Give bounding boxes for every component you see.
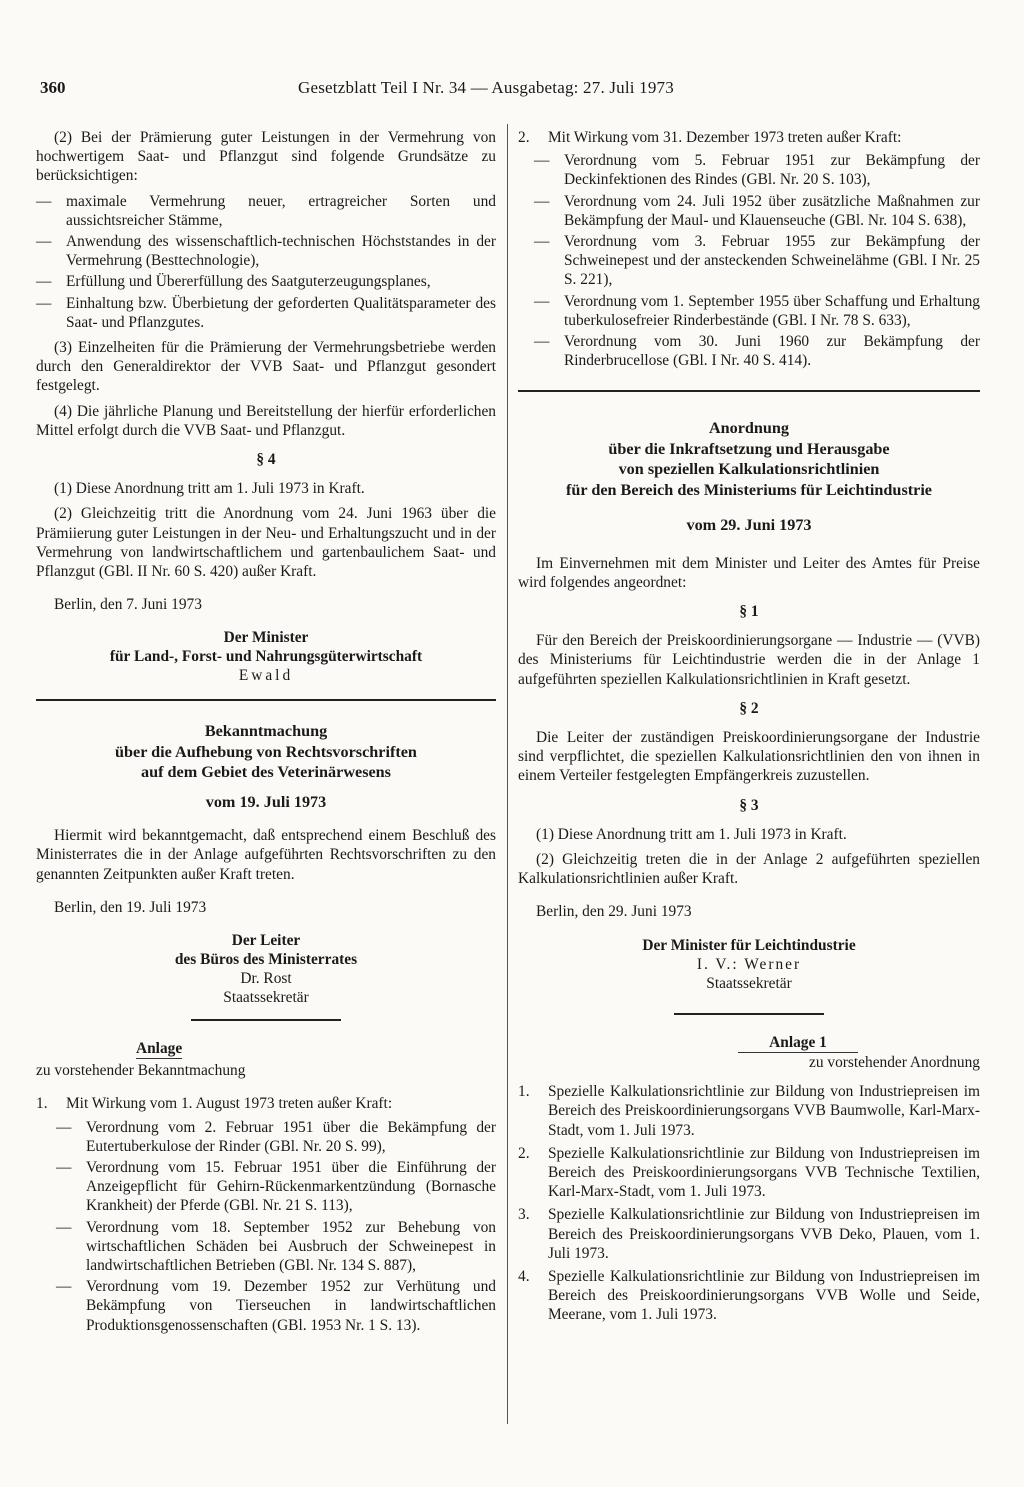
anlage-heading: [36, 1039, 496, 1080]
item-number: 1.: [518, 1083, 530, 1101]
column-divider: [507, 124, 508, 1424]
anordnung-title: [518, 418, 980, 500]
anlage-1-subtitle: zu vorstehender Anordnung: [809, 1053, 980, 1071]
section-3-paragraph-1: (1) Diese Anordnung tritt am 1. Juli 1973 in Kraft.: [536, 825, 847, 843]
criteria-item: — Einhaltung bzw. Überbietung der geforderten Qualitätsparameter des Saat- und Pflanzgutes.: [36, 294, 496, 332]
anlage-subtitle: zu vorstehender Bekanntmachung: [36, 1062, 246, 1080]
section-2-heading: § 2: [739, 699, 759, 717]
item-number: 2.: [518, 129, 530, 146]
regulation-item: — Verordnung vom 18. September 1952 zur Behebung von wirtschaftlichen Schäden bei Ausbruch der Schweinepest in landwirtschaftlichen Betrieben (GBl. Nr. 134 S. 887),: [56, 1218, 496, 1276]
list-item: [518, 1267, 980, 1325]
page-number: 360: [40, 78, 66, 97]
signature-title: des Büros des Ministerrates: [174, 950, 358, 968]
short-rule: [674, 1013, 824, 1015]
title-line: auf dem Gebiet des Veterinärwesens: [141, 763, 391, 782]
regulation-item: — Verordnung vom 3. Februar 1955 zur Bekämpfung der Schweinepest und der ansteckenden Schweinelähme (GBl. I Nr. 25 S. 221),: [534, 232, 980, 290]
regulation-item: — Verordnung vom 24. Juli 1952 über zusätzliche Maßnahmen zur Bekämpfung der Maul- und Klauenseuche (GBl. Nr. 104 S. 638),: [534, 192, 980, 230]
title-line: Anordnung: [708, 419, 790, 438]
list-item: [518, 128, 980, 147]
criteria-item: — Anwendung des wissenschaftlich-technischen Höchststandes in der Vermehrung (Besttechnologie),: [36, 232, 496, 270]
title-line: Bekanntmachung: [204, 722, 328, 741]
signature-block-minister: [36, 628, 496, 685]
anordnung-intro: Im Einvernehmen mit dem Minister und Leiter des Amtes für Preise wird folgendes angeordnet:: [518, 554, 980, 591]
item-text: Mit Wirkung vom 31. Dezember 1973 treten außer Kraft:: [548, 129, 902, 146]
item-number: 3.: [518, 1206, 530, 1224]
list-item: [36, 1094, 496, 1113]
item-text: Spezielle Kalkulationsrichtlinie zur Bildung von Industriepreisen im Bereich des Preiskoordinierungsorgans VVB Baumwolle, Karl-Marx-Stadt, vom 1. Juli 1973.: [548, 1083, 980, 1139]
anordnung-date: vom 29. Juni 1973: [686, 516, 812, 535]
title-line: über die Aufhebung von Rechtsvorschriften: [115, 742, 417, 761]
regulation-item: — Verordnung vom 1. September 1955 über Schaffung und Erhaltung tuberkulosefreier Rinderbestände (GBl. I Nr. 78 S. 633),: [534, 292, 980, 330]
signature-role: Staatssekretär: [223, 988, 309, 1006]
signature-title: Der Minister: [223, 629, 309, 647]
item-text: Spezielle Kalkulationsrichtlinie zur Bildung von Industriepreisen im Bereich des Preiskoordinierungsorgans VVB Technische Textilien, Karl-Marx-Stadt, vom 1. Juli 1973.: [548, 1144, 980, 1201]
section-4-paragraph-1: (1) Diese Anordnung tritt am 1. Juli 1973 in Kraft.: [54, 480, 365, 498]
list-item: [518, 1144, 980, 1202]
short-rule: [191, 1019, 341, 1021]
place-date: Berlin, den 29. Juni 1973: [536, 903, 692, 921]
running-title: Gesetzblatt Teil I Nr. 34 — Ausgabetag: 27. Juli 1973: [298, 78, 674, 97]
place-date: Berlin, den 7. Juni 1973: [54, 596, 202, 614]
item-text: Mit Wirkung vom 1. August 1973 treten außer Kraft:: [66, 1095, 393, 1113]
signature-role: Staatssekretär: [706, 974, 792, 992]
regulation-item: — Verordnung vom 5. Februar 1951 zur Bekämpfung der Deckinfektionen des Rindes (GBl. Nr. 20 S. 103),: [534, 151, 980, 189]
item-number: 4.: [518, 1267, 530, 1285]
section-2-text: Die Leiter der zuständigen Preiskoordinierungsorgane der Industrie sind verpflichtet, die speziellen Kalkulationsrichtlinien den von ihnen in einem Verteiler festgelegten Empfängerkreis zuzustellen.: [518, 729, 980, 785]
page-header: [40, 78, 740, 102]
list-item: [518, 1205, 980, 1263]
title-line: über die Inkraftsetzung und Herausgabe: [608, 439, 890, 458]
signature-name: I. V.: Werner: [696, 955, 802, 973]
bekanntmachung-date: vom 19. Juli 1973: [205, 792, 327, 811]
bekanntmachung-title: [36, 721, 496, 783]
signature-name: Ewald: [238, 667, 294, 685]
item-text: Spezielle Kalkulationsrichtlinie zur Bildung von Industriepreisen im Bereich des Preiskoordinierungsorgans VVB Deko, Plauen, vom 1. Juli 1973.: [548, 1206, 980, 1262]
signature-block-minister-leichtindustrie: [518, 936, 980, 993]
section-4-heading: § 4: [256, 451, 276, 469]
anlage-1-heading: [518, 1033, 980, 1072]
paragraph-2: (2) Bei der Prämierung guter Leistungen in der Vermehrung von hochwertigem Saat- und Pflanzgut sind folgende Grundsätze zu berücksichtigen:: [36, 129, 496, 185]
section-rule: [36, 699, 496, 701]
item-2-list: [534, 151, 980, 370]
signature-title: Der Leiter: [231, 931, 301, 949]
title-line: von speziellen Kalkulationsrichtlinien: [618, 460, 880, 479]
right-column: [518, 128, 980, 1329]
section-rule: [518, 390, 980, 392]
item-text: Spezielle Kalkulationsrichtlinie zur Bildung von Industriepreisen im Bereich des Preiskoordinierungsorgans VVB Wolle und Seide, Meerane, vom 1. Juli 1973.: [548, 1267, 980, 1324]
paragraph-3: (3) Einzelheiten für die Prämierung der Vermehrungsbetriebe werden durch den Generaldirektor der VVB Saat- und Pflanzgut gesondert festgelegt.: [36, 339, 496, 395]
signature-title: für Land-, Forst- und Nahrungsgüterwirtschaft: [109, 648, 423, 666]
regulation-item: — Verordnung vom 30. Juni 1960 zur Bekämpfung der Rinderbrucellose (GBl. I Nr. 40 S. 414).: [534, 332, 980, 370]
section-3-paragraph-2: (2) Gleichzeitig treten die in der Anlage 2 aufgeführten speziellen Kalkulationsrichtlinien außer Kraft.: [518, 851, 980, 888]
section-1-text: Für den Bereich der Preiskoordinierungsorgane — Industrie — (VVB) des Ministeriums für Leichtindustrie werden die in der Anlage 1 aufgeführten speziellen Kalkulationsrichtlinien in Kraft gesetzt.: [518, 632, 980, 688]
item-number: 1.: [36, 1095, 48, 1113]
section-1-heading: § 1: [739, 603, 759, 621]
list-item: [518, 1082, 980, 1140]
regulation-item: — Verordnung vom 2. Februar 1951 über die Bekämpfung der Eutertuberkulose der Rinder (GBl. Nr. 20 S. 99),: [56, 1118, 496, 1156]
item-1-list: [56, 1118, 496, 1335]
section-3-heading: § 3: [739, 796, 759, 814]
anlage-title: Anlage: [136, 1039, 182, 1059]
regulation-item: — Verordnung vom 15. Februar 1951 über die Einführung der Anzeigepflicht für Gehirn-Rückenmarkentzündung (Bornasche Krankheit) der Pferde (GBl. Nr. 21 S. 113),: [56, 1158, 496, 1216]
signature-block-leiter: [36, 931, 496, 1007]
criteria-item: — maximale Vermehrung neuer, ertragreicher Sorten und aussichtsreicher Stämme,: [36, 192, 496, 230]
section-4-paragraph-2: (2) Gleichzeitig tritt die Anordnung vom 24. Juni 1963 über die Prämiierung guter Leistungen in der Neu- und Erhaltungszucht und in der Vermehrung von landwirtschaftlichem und gartenbaulichem Saat- und Pflanzgut (GBl. II Nr. 60 S. 420) außer Kraft.: [36, 505, 496, 581]
item-number: 2.: [518, 1144, 530, 1162]
bekanntmachung-text: Hiermit wird bekanntgemacht, daß entsprechend einem Beschluß des Ministerrates die in der Anlage aufgeführten Rechtsvorschriften zu den genannten Zeitpunkten außer Kraft treten.: [36, 827, 496, 883]
regulation-item: — Verordnung vom 19. Dezember 1952 zur Verhütung und Bekämpfung von Tierseuchen in landwirtschaftlichen Produktionsgenossenschaften (GBl. 1953 Nr. 1 S. 13).: [56, 1277, 496, 1335]
paragraph-4: (4) Die jährliche Planung und Bereitstellung der hierfür erforderlichen Mittel erfolgt durch die VVB Saat- und Pflanzgut.: [36, 402, 496, 439]
signature-title: Der Minister für Leichtindustrie: [642, 936, 856, 954]
left-column: [36, 128, 496, 1337]
anlage-1-title: Anlage 1: [738, 1033, 858, 1053]
place-date: Berlin, den 19. Juli 1973: [54, 898, 207, 916]
title-line: für den Bereich des Ministeriums für Leichtindustrie: [565, 480, 932, 499]
criteria-item: — Erfüllung und Übererfüllung des Saatguterzeugungsplanes,: [36, 272, 496, 291]
signature-name: Dr. Rost: [240, 969, 292, 987]
